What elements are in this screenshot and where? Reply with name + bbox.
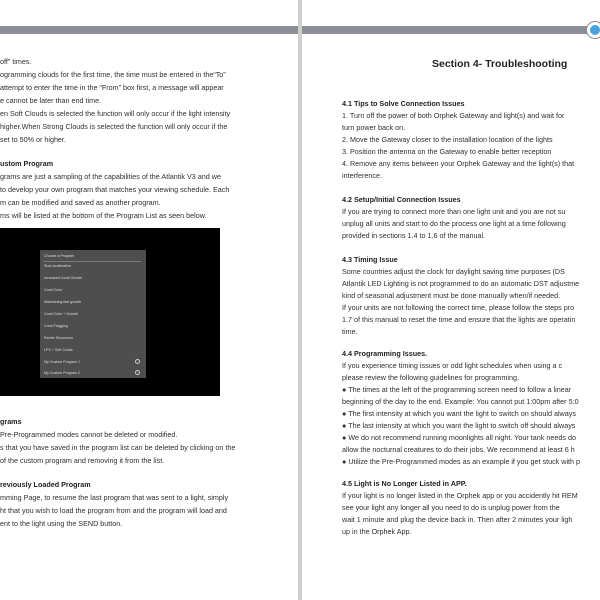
text-line: If your light is no longer listed in the Orphek app or you accidently hit REM — [342, 491, 578, 500]
text-line: please review the following guidelines for programming. — [342, 373, 519, 382]
header-bar — [302, 26, 588, 34]
menu-header: Choose a Program — [44, 254, 75, 258]
text-line: see your light any longer all you need to do is unplug power from the — [342, 503, 560, 512]
menu-item[interactable]: Increased Coral Growth — [44, 276, 82, 280]
menu-item[interactable]: Coral Color + Growth — [44, 312, 78, 316]
circle-icon — [587, 22, 600, 38]
text-line: ms will be listed at the bottom of the Program List as seen below. — [0, 211, 207, 220]
menu-item[interactable]: Coral Color — [44, 288, 63, 292]
section-heading: 4.4 Programming Issues. — [342, 349, 428, 358]
text-line: 1.7 of this manual to reset the time and ensure that the lights are operatin — [342, 315, 576, 324]
text-line: to develop your own program that matches your viewing schedule. Each — [0, 185, 230, 194]
text-line: provided in sections 1.4 to 1.6 of the manual. — [342, 231, 486, 240]
text-line: If you experience timing issues or odd light schedules when using a c — [342, 361, 563, 370]
text-line: kind of seasonal adjustment must be done manually when/if needed. — [342, 291, 561, 300]
text-line: Atlantik LED Lighting is not programmed to do an automatic DST adjustme — [342, 279, 580, 288]
text-line: interference. — [342, 171, 382, 180]
divider — [43, 261, 141, 262]
text-line: If your units are not following the correct time, please follow the steps pro — [342, 303, 575, 312]
section-heading: 4.3 Timing Issue — [342, 255, 398, 264]
menu-item[interactable]: LPS + Soft Corals — [44, 348, 73, 352]
text-line: 4. Remove any items between your Orphek Gateway and the light(s) that — [342, 159, 575, 168]
gear-icon[interactable] — [135, 370, 140, 375]
text-line: ● The times at the left of the programming screen need to follow a linear — [342, 385, 572, 394]
delete-programs-heading: grams — [0, 417, 22, 426]
text-line: s that you have saved in the program list can be deleted by clicking on the — [0, 443, 236, 452]
program-list-screenshot — [0, 228, 220, 396]
text-line: m can be modified and saved as another program. — [0, 198, 161, 207]
menu-item[interactable]: Coral Fragging — [44, 324, 68, 328]
text-line: Pre-Programmed modes cannot be deleted or modified. — [0, 430, 178, 439]
text-line: time. — [342, 327, 358, 336]
section-heading: 4.2 Setup/Initial Connection Issues — [342, 195, 461, 204]
text-line: 3. Position the antenna on the Gateway to enable better reception — [342, 147, 552, 156]
section-heading: 4.1 Tips to Solve Connection Issues — [342, 99, 465, 108]
left-page — [0, 0, 298, 600]
gear-icon[interactable] — [135, 359, 140, 364]
text-line: If you are trying to connect more than one light unit and you are not su — [342, 207, 566, 216]
right-page — [302, 0, 600, 600]
text-line: 1. Turn off the power of both Orphek Gateway and light(s) and wait for — [342, 111, 565, 120]
custom-program-heading: ustom Program — [0, 159, 54, 168]
text-line: ● The first intensity at which you want the light to switch on should always — [342, 409, 576, 418]
text-line: set to 50% or higher. — [0, 135, 66, 144]
menu-item[interactable]: Slow Acclimation — [44, 264, 71, 268]
menu-item[interactable]: Maintaining fast growth — [44, 300, 81, 304]
header-bar — [0, 26, 298, 34]
text-line: ● The last intensity at which you want the light to switch off should always — [342, 421, 576, 430]
text-line: mming Page, to resume the last program that was sent to a light, simply — [0, 493, 229, 502]
text-line: e cannot be later than end time. — [0, 96, 102, 105]
text-line: ogramming clouds for the first time, the time must be entered in the“To” — [0, 70, 226, 79]
text-line: beginning of the day to the end. Example: You cannot put 1:00pm after 5:0 — [342, 397, 579, 406]
menu-item[interactable]: Reefer Showroom — [44, 336, 73, 340]
text-line: off” times. — [0, 57, 32, 66]
menu-item[interactable]: My Custom Program 1 — [44, 360, 80, 364]
text-line: attempt to enter the time in the “From” box first, a message will appear — [0, 83, 224, 92]
text-line: grams are just a sampling of the capabilities of the Atlantik V3 and we — [0, 172, 221, 181]
text-line: up in the Orphek App. — [342, 527, 412, 536]
text-line: Some countries adjust the clock for daylight saving time purposes (DS — [342, 267, 565, 276]
text-line: en Soft Clouds is selected the function will only occur if the light intensity — [0, 109, 231, 118]
text-line: ht that you wish to load the program from and the program will load and — [0, 506, 227, 515]
text-line: of the custom program and removing it from the list. — [0, 456, 165, 465]
program-menu — [40, 250, 146, 378]
menu-item[interactable]: My Custom Program 2 — [44, 371, 80, 375]
section-heading: 4.5 Light is No Longer Listed in APP. — [342, 479, 467, 488]
text-line: ● We do not recommend running moonlights all night. Your tank needs do — [342, 433, 576, 442]
text-line: ● Utilize the Pre-Programmed modes as an example if you get stuck with p — [342, 457, 581, 466]
text-line: unplug all units and start to do the process one light at a time following — [342, 219, 566, 228]
loaded-program-heading: reviously Loaded Program — [0, 480, 91, 489]
text-line: higher.When Strong Clouds is selected the function will only occur if the — [0, 122, 228, 131]
text-line: allow the nocturnal creatures to do their jobs. We recommend at least 6 h — [342, 445, 575, 454]
section-title: Section 4- Troubleshooting — [432, 58, 568, 70]
text-line: ent to the light using the SEND button. — [0, 519, 123, 528]
text-line: wait 1 minute and plug the device back in. Then after 2 minutes your ligh — [342, 515, 573, 524]
text-line: turn power back on. — [342, 123, 406, 132]
text-line: 2. Move the Gateway closer to the installation location of the lights — [342, 135, 553, 144]
